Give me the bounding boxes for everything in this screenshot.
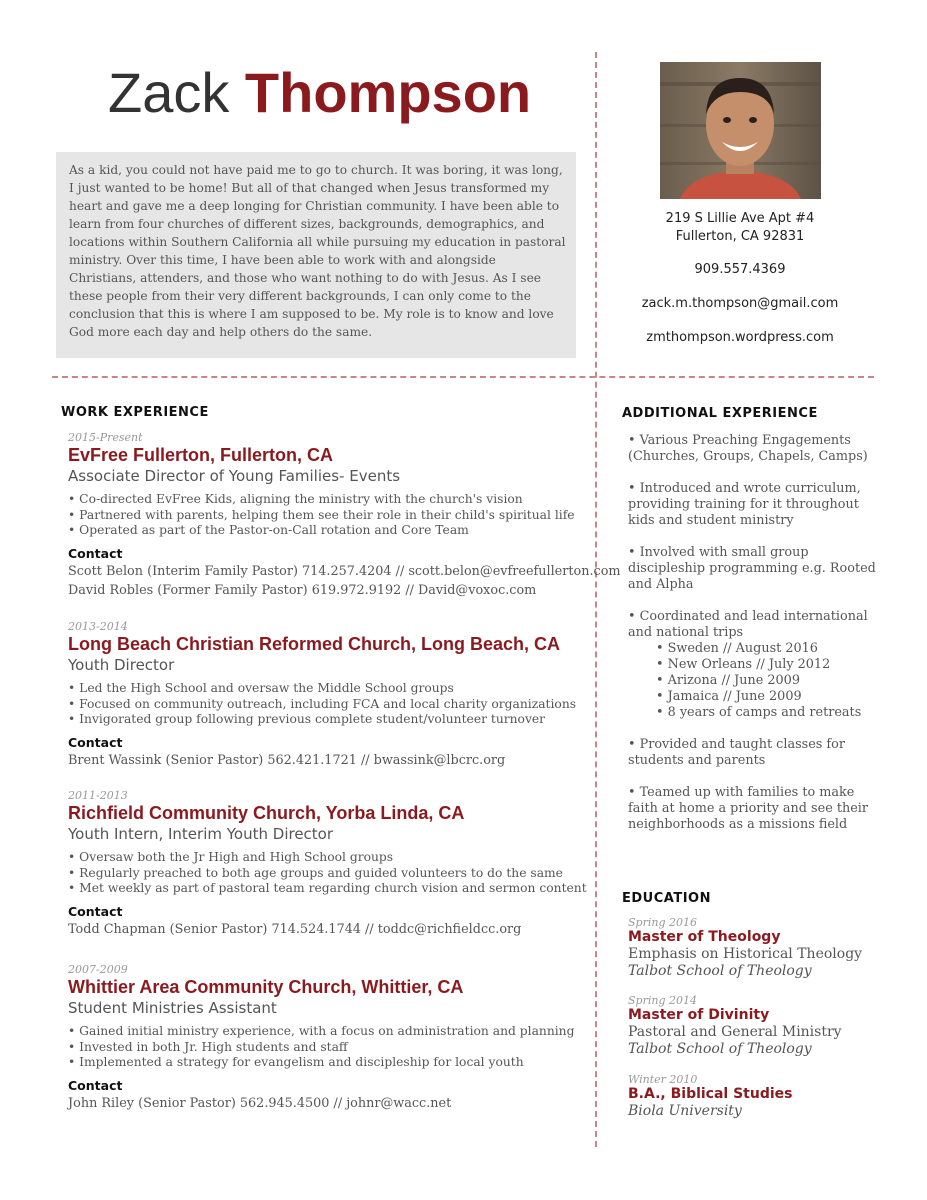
additional-item: • Teamed up with families to make faith at home a priority and see their neighborhoods as a missions field — [628, 785, 869, 832]
trip-item: • Arizona // June 2009 — [656, 673, 800, 688]
school-name: Talbot School of Theology — [628, 963, 812, 979]
reference-line: David Robles (Former Family Pastor) 619.972.9192 // David@voxoc.com — [68, 582, 537, 598]
portrait-photo-icon — [660, 62, 821, 199]
contact-heading: Contact — [68, 545, 123, 561]
school-name: Talbot School of Theology — [628, 1041, 812, 1057]
contact-heading: Contact — [68, 1077, 123, 1093]
address-line-1: 219 S Lillie Ave Apt #4 — [665, 211, 815, 226]
degree-detail: Pastoral and General Ministry — [628, 1024, 842, 1040]
phone: 909.557.4369 — [694, 262, 786, 277]
job-bullet: • Led the High School and oversaw the Middle School groups — [68, 681, 454, 695]
job-evfree — [68, 431, 621, 600]
profile-photo — [660, 62, 821, 199]
education-entry — [628, 1073, 888, 1120]
job-bullet: • Gained initial ministry experience, with a focus on administration and planning — [68, 1024, 575, 1038]
address-line-2: Fullerton, CA 92831 — [675, 229, 805, 244]
job-dates: 2015-Present — [68, 431, 143, 444]
job-role: Youth Director — [68, 656, 175, 674]
job-organization: Whittier Area Community Church, Whittier, CA — [68, 977, 464, 997]
job-bullet: • Invested in both Jr. High students and staff — [68, 1039, 348, 1054]
vertical-divider — [595, 52, 597, 1147]
job-dates: 2013-2014 — [68, 620, 128, 633]
job-long-beach — [68, 620, 588, 770]
job-bullet: • Oversaw both the Jr High and High School groups — [68, 850, 394, 864]
job-bullet: • Co-directed EvFree Kids, aligning the ministry with the church's vision — [68, 492, 523, 506]
job-bullet: • Invigorated group following previous complete student/volunteer turnover — [68, 712, 546, 726]
trip-item: • New Orleans // July 2012 — [656, 657, 831, 672]
education-entry — [628, 916, 888, 980]
contact-info — [600, 210, 880, 347]
additional-item: • Various Preaching Engagements (Churches, Groups, Chapels, Camps) — [628, 433, 868, 464]
education-dates: Spring 2014 — [628, 994, 697, 1007]
job-dates: 2011-2013 — [68, 789, 128, 802]
reference-line: Todd Chapman (Senior Pastor) 714.524.1744 // toddc@richfieldcc.org — [68, 921, 522, 937]
job-role: Youth Intern, Interim Youth Director — [68, 825, 334, 843]
horizontal-divider — [52, 376, 874, 378]
job-bullet: • Regularly preached to both age groups and guided volunteers to do the same — [68, 865, 563, 880]
job-bullet: • Met weekly as part of pastoral team regarding church vision and sermon content — [68, 881, 587, 895]
school-name: Biola University — [628, 1103, 742, 1119]
additional-experience-heading: ADDITIONAL EXPERIENCE — [622, 406, 818, 421]
job-organization: Long Beach Christian Reformed Church, Long Beach, CA — [68, 634, 561, 654]
bio-summary: As a kid, you could not have paid me to go to church. It was boring, it was long, I just wanted to be home! But all of that changed when Jesus transformed my heart and gave me a deep longing for Christian community. I have been able to learn from four churches of different sizes, backgrounds, demographics, and locations within Southern California all while pursuing my education in pastoral ministry. Over this time, I have been able to work with and alongside Christians, attenders, and those who want nothing to do with Jesus. As I see these people from their very different backgrounds, I can only come to the conclusion that this is where I am supposed to be. My role is to know and love God more each day and help others do the same. — [56, 152, 576, 358]
education-dates: Winter 2010 — [628, 1073, 698, 1086]
reference-line: John Riley (Senior Pastor) 562.945.4500 // johnr@wacc.net — [68, 1095, 452, 1111]
education-heading: EDUCATION — [622, 891, 711, 906]
job-organization: EvFree Fullerton, Fullerton, CA — [68, 445, 334, 465]
degree-name: Master of Theology — [628, 929, 781, 945]
contact-heading: Contact — [68, 734, 123, 750]
additional-item: • Introduced and wrote curriculum, providing training for it throughout kids and student ministry — [628, 481, 861, 528]
additional-experience-list — [628, 433, 878, 849]
job-dates: 2007-2009 — [68, 963, 128, 976]
trip-item: • 8 years of camps and retreats — [656, 705, 862, 720]
website-link[interactable]: zmthompson.wordpress.com — [646, 330, 834, 345]
job-bullet: • Partnered with parents, helping them see their role in their child's spiritual life — [68, 507, 575, 522]
page-title — [108, 58, 531, 128]
first-name: Zack — [108, 61, 230, 124]
job-bullet: • Implemented a strategy for evangelism and discipleship for local youth — [68, 1055, 524, 1069]
reference-line: Scott Belon (Interim Family Pastor) 714.257.4204 // scott.belon@evfreefullerton.com — [68, 563, 621, 579]
trip-item: • Sweden // August 2016 — [656, 641, 818, 656]
job-organization: Richfield Community Church, Yorba Linda, CA — [68, 803, 465, 823]
last-name: Thompson — [244, 61, 532, 124]
degree-detail: Emphasis on Historical Theology — [628, 946, 863, 962]
education-dates: Spring 2016 — [628, 916, 697, 929]
contact-heading: Contact — [68, 903, 123, 919]
job-role: Associate Director of Young Families- Events — [68, 467, 401, 485]
reference-line: Brent Wassink (Senior Pastor) 562.421.1721 // bwassink@lbcrc.org — [68, 752, 506, 768]
degree-name: B.A., Biblical Studies — [628, 1086, 793, 1102]
email-link[interactable]: zack.m.thompson@gmail.com — [641, 296, 839, 311]
job-whittier — [68, 963, 588, 1113]
trip-item: • Jamaica // June 2009 — [656, 689, 802, 704]
degree-name: Master of Divinity — [628, 1007, 770, 1023]
additional-item: • Provided and taught classes for students and parents — [628, 737, 845, 768]
job-bullet: • Focused on community outreach, including FCA and local charity organizations — [68, 696, 577, 711]
job-bullet: • Operated as part of the Pastor-on-Call rotation and Core Team — [68, 523, 469, 537]
additional-item-trips — [628, 609, 878, 721]
additional-item-text: • Coordinated and lead international and national trips — [628, 609, 868, 640]
education-entry — [628, 994, 888, 1058]
job-richfield — [68, 789, 588, 939]
additional-item: • Involved with small group discipleship programming e.g. Rooted and Alpha — [628, 545, 876, 592]
work-experience-heading: WORK EXPERIENCE — [61, 405, 209, 420]
job-role: Student Ministries Assistant — [68, 999, 277, 1017]
